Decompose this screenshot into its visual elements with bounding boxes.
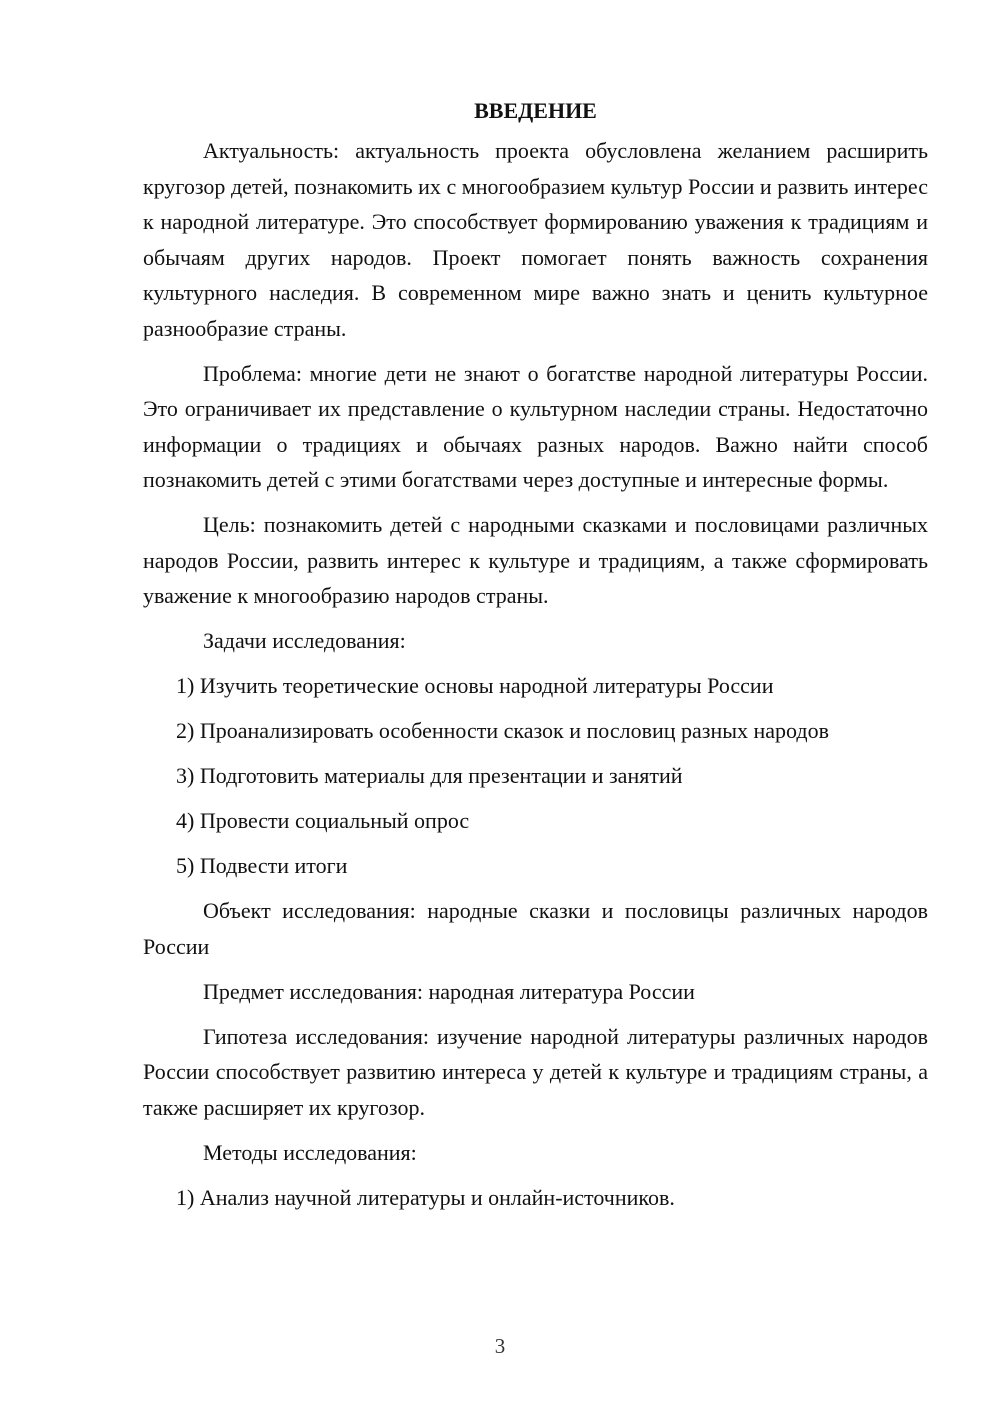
subject-paragraph: Предмет исследования: народная литература России — [203, 978, 695, 1004]
document-page — [143, 98, 928, 1225]
page-number: 3 — [494, 1334, 506, 1358]
tasks-title: Задачи исследования: — [203, 628, 406, 653]
methods-title: Методы исследования: — [203, 1139, 417, 1165]
hypothesis-paragraph: Гипотеза исследования: изучение народной литературы различных народов России способствует развитию интереса у детей к культуре и традициям страны, а также расширяет их кругозор. — [143, 1023, 928, 1120]
tasks-list — [143, 668, 928, 884]
task-item: 1) Изучить теоретические основы народной литературы России — [176, 673, 774, 698]
task-item: 4) Провести социальный опрос — [176, 808, 470, 833]
methods-list — [143, 1180, 928, 1216]
task-item: 5) Подвести итоги — [176, 853, 348, 878]
problem-paragraph: Проблема: многие дети не знают о богатстве народной литературы России. Это ограничивает их представление о культурном наследии страны. Недостаточно информации о традициях и обычаях разных народов. Важно найти способ познакомить детей с этими богатствами через доступные и интересные формы. — [143, 360, 928, 492]
task-item: 2) Проанализировать особенности сказок и пословиц разных народов — [176, 718, 829, 743]
goal-paragraph: Цель: познакомить детей с народными сказками и пословицами различных народов России, развить интерес к культуре и традициям, а также сформировать уважение к многообразию народов страны. — [143, 512, 928, 608]
relevance-paragraph: Актуальность: актуальность проекта обусловлена желанием расширить кругозор детей, познакомить их с многообразием культур России и развить интерес к народной литературе. Это способствует формированию уважения к традициям и обычаям других народов. Проект помогает понять важность сохранения культурного наследия. В современном мире важно знать и ценить культурное разнообразие страны. — [143, 138, 928, 341]
section-heading: ВВЕДЕНИЕ — [474, 98, 597, 123]
object-paragraph: Объект исследования: народные сказки и пословицы различных народов России — [143, 898, 928, 959]
method-item: 1) Анализ научной литературы и онлайн-источников. — [176, 1184, 675, 1210]
task-item: 3) Подготовить материалы для презентации и занятий — [176, 763, 683, 788]
